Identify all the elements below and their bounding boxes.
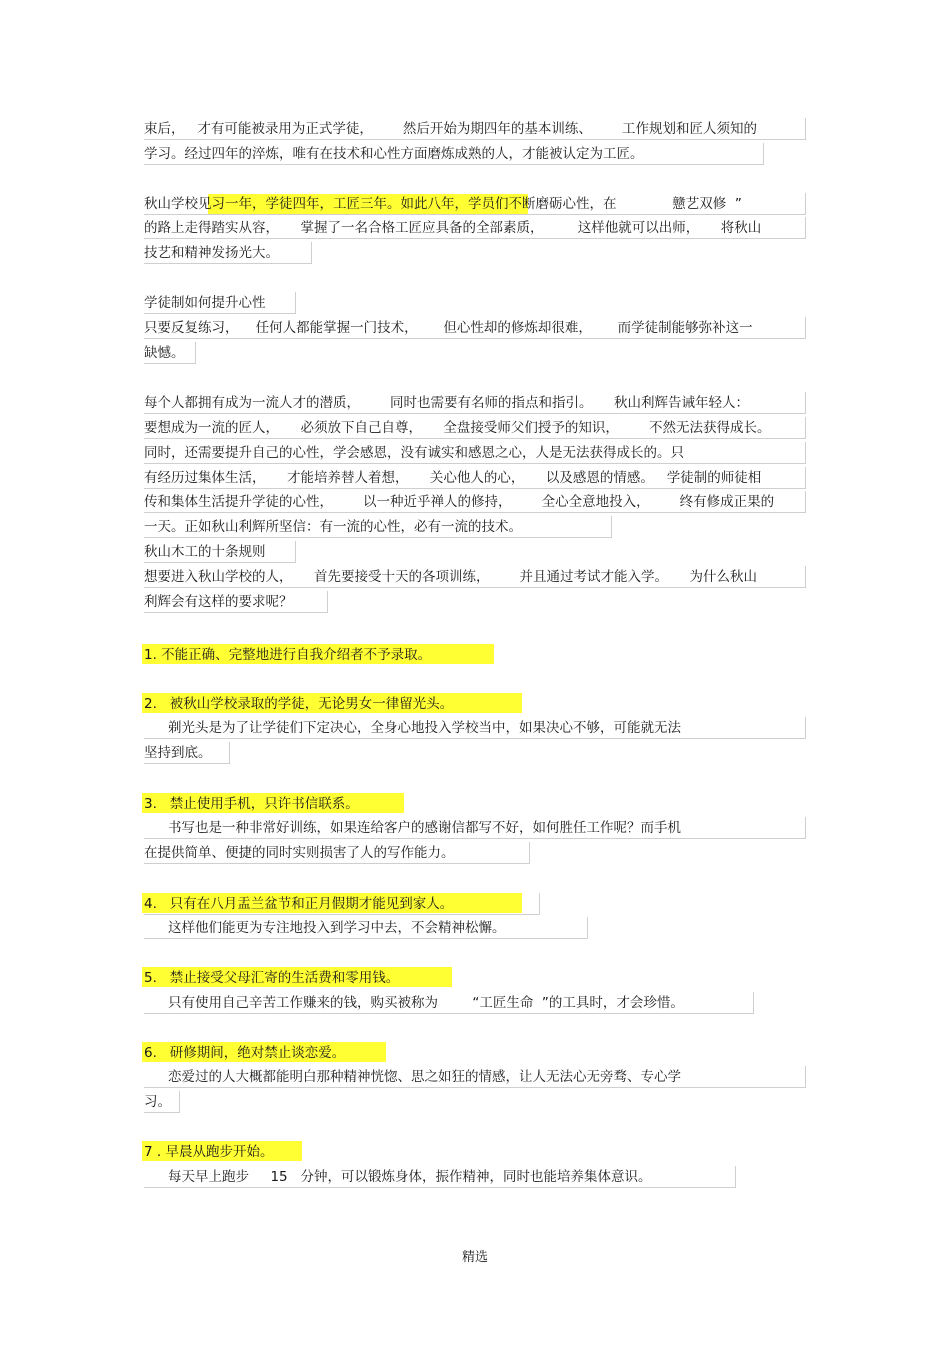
section-heading: 秋山木工的十条规则 (144, 541, 296, 563)
rule-3-description: 在提供简单、便捷的同时实则损害了人的写作能力。 (144, 842, 530, 864)
text-line: 每个人都拥有成为一流人才的潜质， 同时也需要有名师的指点和指引。 秋山利辉告诫年轻人： (144, 392, 806, 414)
text-line: 学习。经过四年的淬炼，唯有在技术和心性方面磨炼成熟的人，才能被认定为工匠。 (144, 143, 764, 165)
section-heading: 学徒制如何提升心性 (144, 292, 296, 314)
text-line: 缺憾。 (144, 342, 196, 364)
rule-1: 1. 不能正确、完整地进行自我介绍者不予录取。 (144, 647, 432, 663)
text-line: 传和集体生活提升学徒的心性， 以一种近乎禅人的修持， 全心全意地投入， 终有修成正果的 (144, 491, 806, 513)
rule-7-description: 每天早上跑步 15 分钟，可以锻炼身体，振作精神，同时也能培养集体意识。 (144, 1166, 736, 1188)
text-line: 同时，还需要提升自己的心性，学会感恩，没有诚实和感恩之心，人是无法获得成长的。只 (144, 442, 806, 464)
text-line: 有经历过集体生活， 才能培养替人着想， 关心他人的心， 以及感恩的情感。 学徒制的师徒相 (144, 467, 806, 489)
rule-2-description: 坚持到底。 (144, 742, 230, 764)
rule-5-description: 只有使用自己辛苦工作赚来的钱，购买被称为 “工匠生命 ”的工具时，才会珍惜。 (144, 992, 754, 1014)
text-line: 的路上走得踏实从容， 掌握了一名合格工匠应具备的全部素质， 这样他就可以出师， 将秋山 (144, 217, 806, 239)
rule-6-description: 恋爱过的人大概都能明白那种精神恍惚、思之如狂的情感，让人无法心无旁骛、专心学 (144, 1066, 806, 1088)
rule-7: 7 . 早晨从跑步开始。 (144, 1144, 274, 1160)
text-line: 秋山学校见习一年，学徒四年，工匠三年。如此八年，学员们不断磨砺心性，在 戆艺双修 ” (144, 193, 806, 215)
page-footer: 精选 (461, 1250, 488, 1265)
rule-6-description: 习。 (144, 1091, 180, 1113)
rule-3: 3. 禁止使用手机，只许书信联系。 (144, 796, 359, 812)
rule-4: 4. 只有在八月盂兰盆节和正月假期才能见到家人。 (144, 893, 540, 915)
rule-4-description: 这样他们能更为专注地投入到学习中去，不会精神松懈。 (144, 917, 588, 939)
rule-5: 5. 禁止接受父母汇寄的生活费和零用钱。 (144, 970, 400, 986)
text-line: 利辉会有这样的要求呢？ (144, 591, 328, 613)
rule-3-description: 书写也是一种非常好训练，如果连给客户的感谢信都写不好，如何胜任工作呢？而手机 (144, 817, 806, 839)
text-line: 要想成为一流的匠人， 必须放下自己自尊， 全盘接受师父们授予的知识， 不然无法获得成长。 (144, 417, 806, 439)
text-line: 想要进入秋山学校的人， 首先要接受十天的各项训练， 并且通过考试才能入学。 为什么秋山 (144, 566, 806, 588)
text-line: 一天。正如秋山利辉所坚信：有一流的心性，必有一流的技术。 (144, 516, 612, 538)
rule-2: 2. 被秋山学校录取的学徒，无论男女一律留光头。 (144, 696, 454, 712)
rule-6: 6. 研修期间，绝对禁止谈恋爱。 (144, 1045, 346, 1061)
rule-2-description: 剃光头是为了让学徒们下定决心，全身心地投入学校当中，如果决心不够，可能就无法 (144, 717, 806, 739)
text-line: 技艺和精神发扬光大。 (144, 242, 312, 264)
text-line: 只要反复练习， 任何人都能掌握一门技术， 但心性却的修炼却很难， 而学徒制能够弥补这一 (144, 317, 806, 339)
text-line: 束后， 才有可能被录用为正式学徒， 然后开始为期四年的基本训练、 工作规划和匠人须知的 (144, 118, 806, 140)
